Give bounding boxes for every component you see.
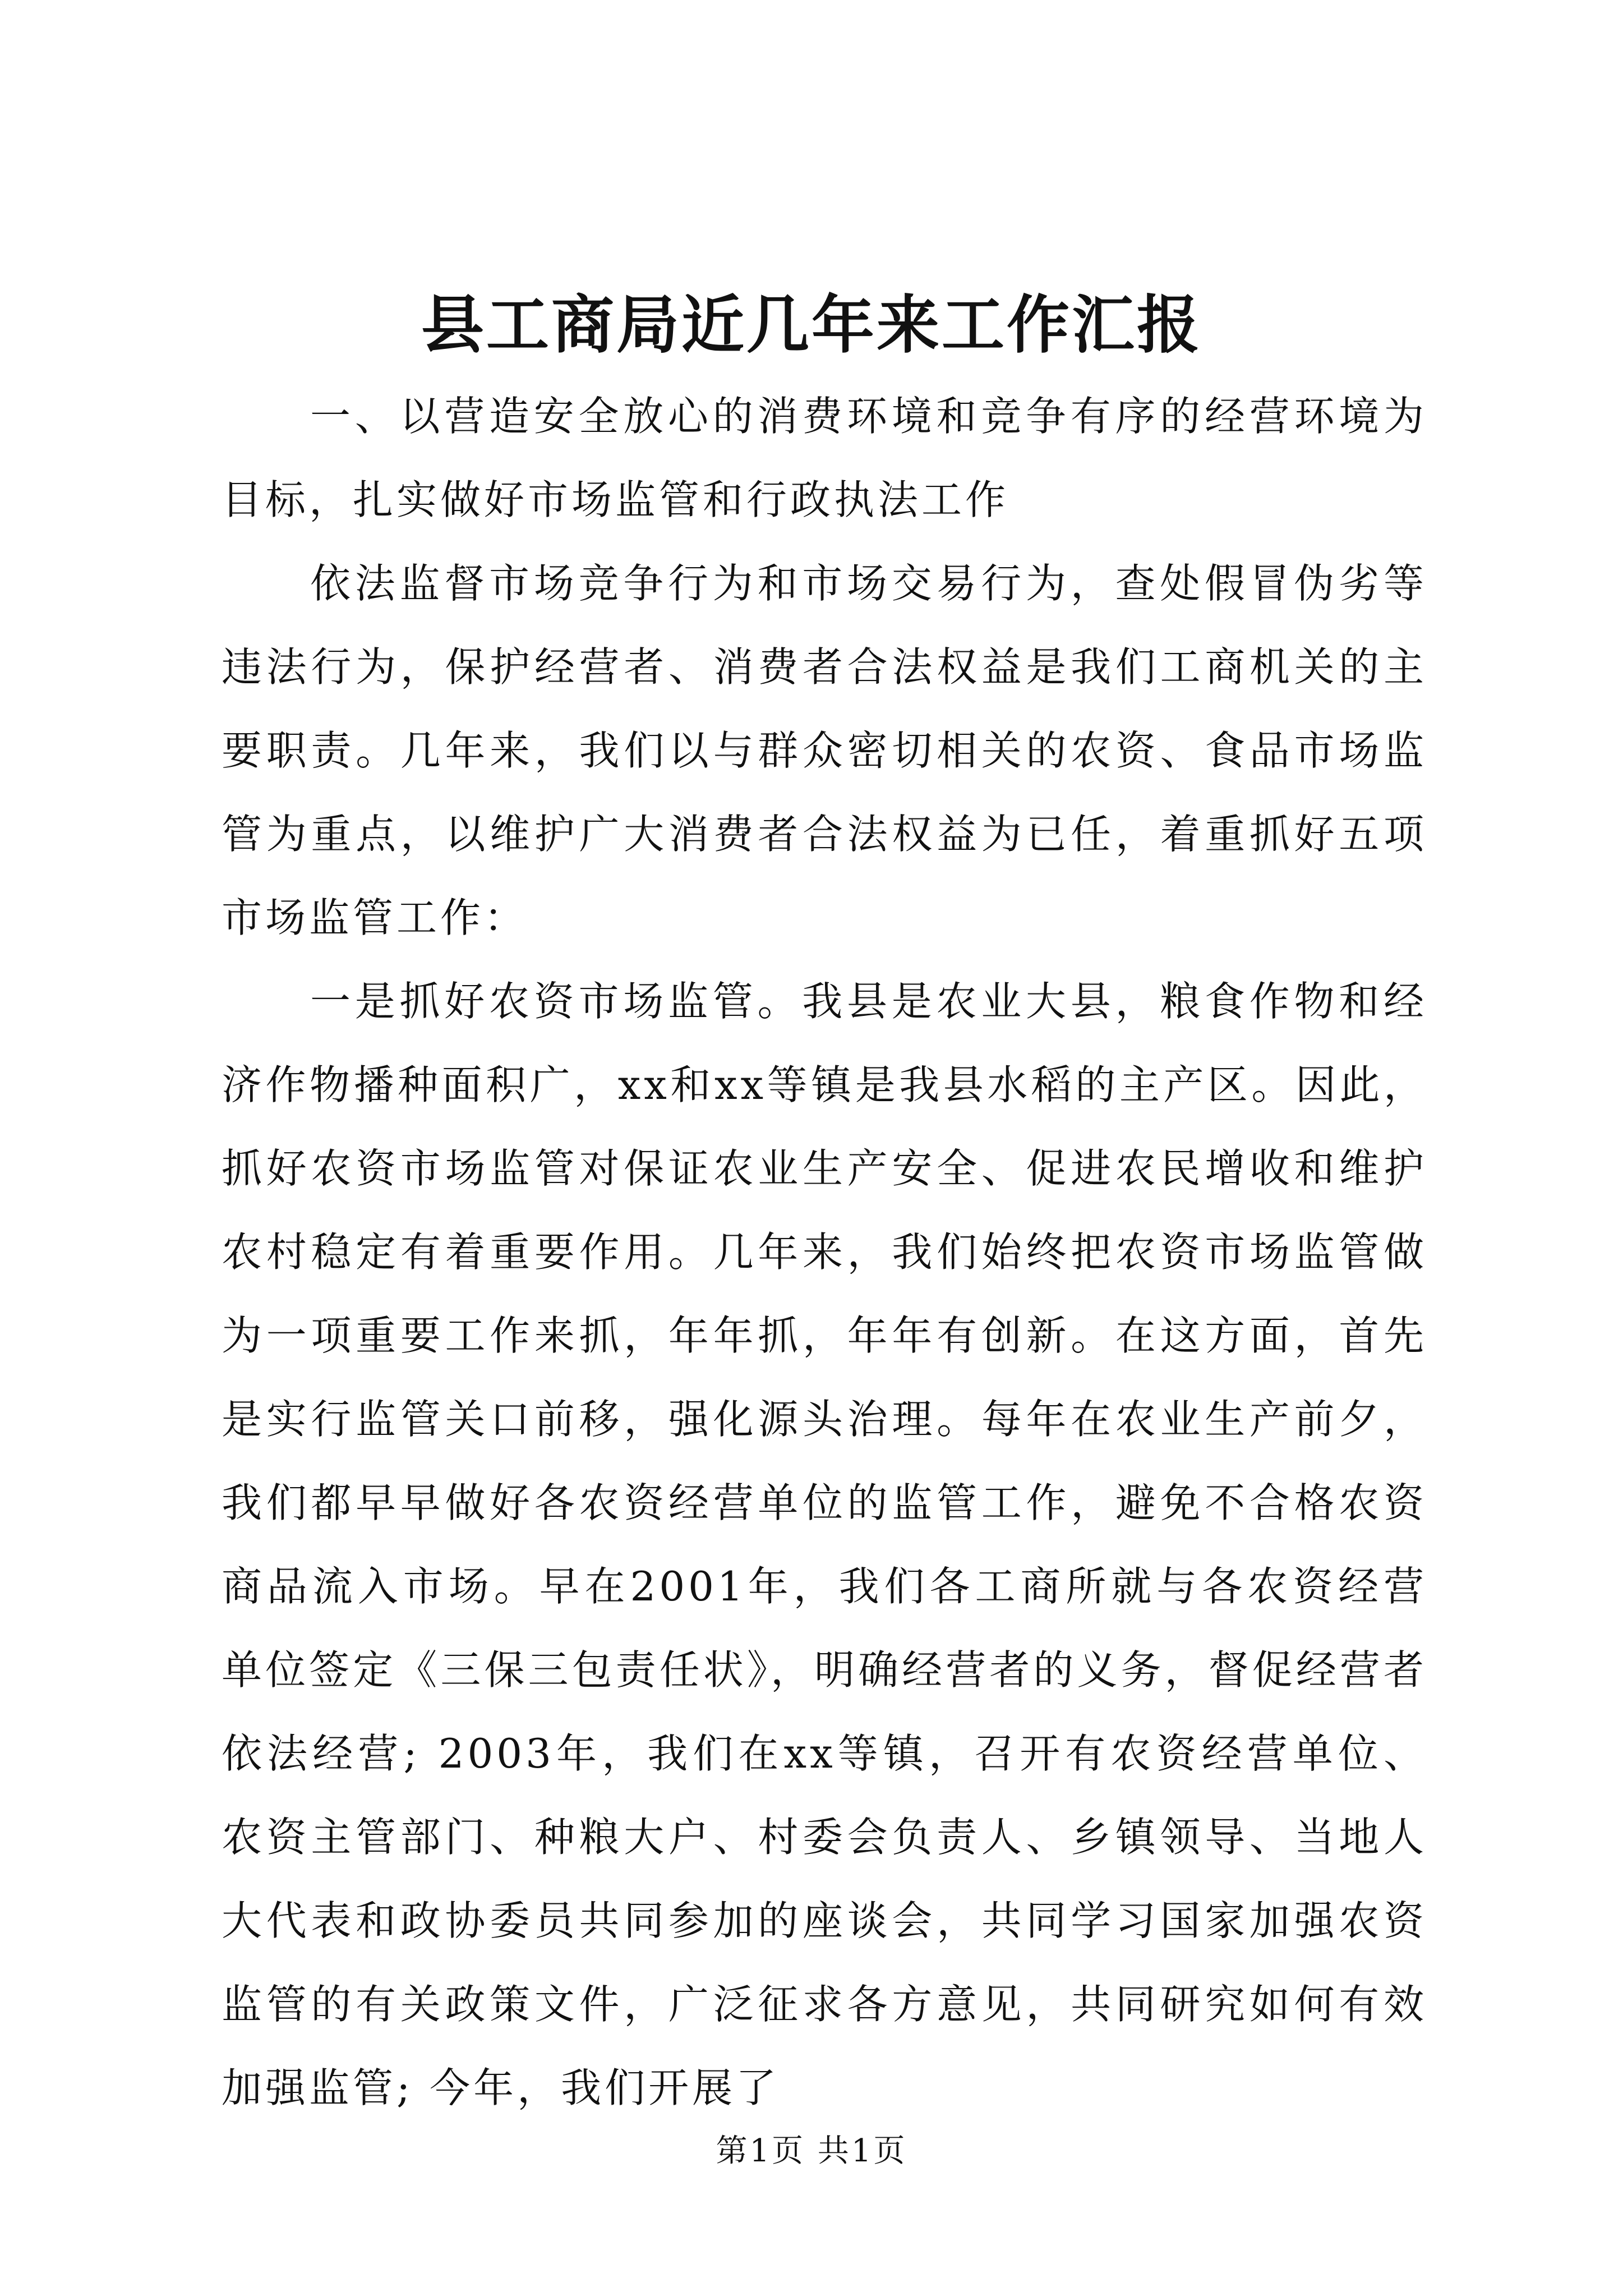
page-footer: 第1页 共1页 — [716, 2133, 907, 2169]
page-title: 县工商局近几年来工作汇报 — [421, 288, 1202, 362]
paragraph-heading-1: 一、以营造安全放心的消费环境和竞争有序的经营环境为目标，扎实做好市场监管和行政执法工作 — [222, 393, 1427, 523]
document-body — [222, 375, 1427, 2130]
paragraph-agri-market: 一是抓好农资市场监管。我县是农业大县，粮食作物和经济作物播种面积广，xx和xx等镇是我县水稻的主产区。因此，抓好农资市场监管对保证农业生产安全、促进农民增收和维护农村稳定有着重要作用。几年来，我们始终把农资市场监管做为一项重要工作来抓，年年抓，年年有创新。在这方面，首先是实行监管关口前移，强化源头治理。每年在农业生产前夕，我们都早早做好各农资经营单位的监管工作，避免不合格农资商品流入市场。早在2001年，我们各工商所就与各农资经营单位签定《三保三包责任状》，明确经营者的义务，督促经营者依法经营; 2003年，我们在xx等镇，召开有农资经营单位、农资主管部门、种粮大户、村委会负责人、乡镇领导、当地人大代表和政协委员共同参加的座谈会，共同学习国家加强农资监管的有关政策文件，广泛征求各方意见，共同研究如何有效加强监管; 今年，我们开展了 — [222, 978, 1427, 2111]
paragraph-intro: 依法监督市场竞争行为和市场交易行为，查处假冒伪劣等违法行为，保护经营者、消费者合法权益是我们工商机关的主要职责。几年来，我们以与群众密切相关的农资、食品市场监管为重点，以维护广大消费者合法权益为已任，着重抓好五项市场监管工作： — [222, 560, 1427, 941]
